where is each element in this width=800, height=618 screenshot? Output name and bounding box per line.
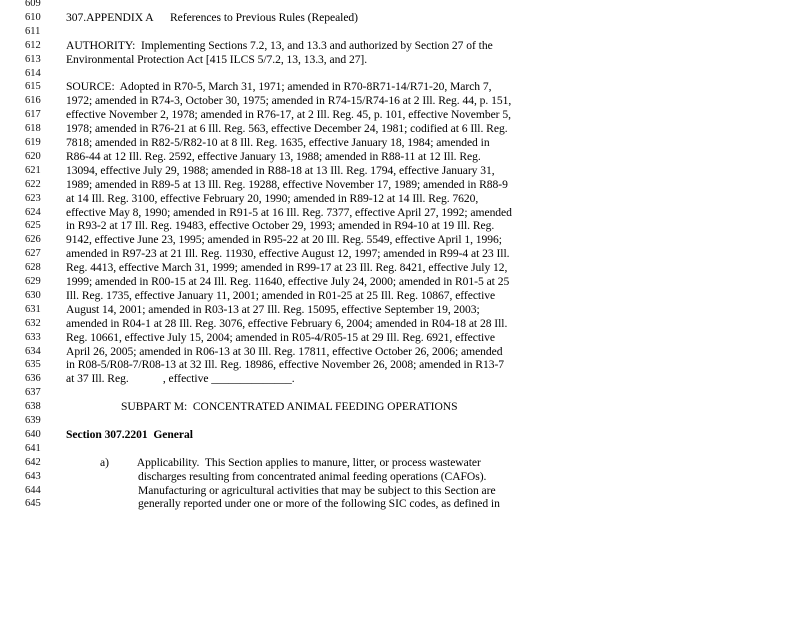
line-number: 642: [25, 456, 41, 468]
line-text: R86-44 at 12 Ill. Reg. 2592, effective January 13, 1988; amended in R88-11 at 12 Ill. Reg.: [66, 149, 481, 163]
line-text: generally reported under one or more of the following SIC codes, as defined in: [138, 497, 500, 511]
line-number: 624: [25, 206, 41, 218]
line-text: a) Applicability. This Section applies to manure, litter, or process wastewater: [100, 455, 481, 469]
line-text: 1972; amended in R74-3, October 30, 1975; amended in R74-15/R74-16 at 2 Ill. Reg. 44, p. 151,: [66, 94, 512, 108]
line-text: Environmental Protection Act [415 ILCS 5/7.2, 13, 13.3, and 27].: [66, 52, 368, 66]
line-text: Ill. Reg. 1735, effective January 11, 2001; amended in R01-25 at 25 Ill. Reg. 10867, effective: [66, 288, 496, 302]
document-line: [0, 317, 800, 331]
document-line: [0, 400, 800, 414]
document-line: [0, 289, 800, 303]
document-line: [0, 53, 800, 67]
document-line: [0, 456, 800, 470]
line-number: 644: [25, 484, 41, 496]
document-line: [0, 192, 800, 206]
line-number: 619: [25, 137, 41, 148]
line-number: 643: [25, 470, 41, 482]
line-text: amended in R04-1 at 28 Ill. Reg. 3076, effective February 6, 2004; amended in R04-18 at 28 Ill.: [66, 316, 508, 330]
line-number: 634: [25, 345, 41, 357]
line-number: 629: [25, 276, 41, 287]
line-number: 645: [25, 498, 41, 510]
document-line: [0, 206, 800, 220]
line-number: 623: [25, 192, 41, 204]
document-line: [0, 80, 800, 94]
document-line: [0, 178, 800, 192]
subpart-heading: SUBPART M: CONCENTRATED ANIMAL FEEDING OPERATIONS: [121, 400, 458, 414]
line-number: 637: [25, 387, 41, 399]
document-line: [0, 136, 800, 150]
line-number: 612: [25, 39, 41, 51]
line-number: 615: [25, 81, 41, 93]
document-line: [0, 261, 800, 275]
line-number: 620: [25, 150, 41, 162]
line-number: 621: [25, 164, 41, 176]
line-text: 307.APPENDIX A References to Previous Rules (Repealed): [66, 10, 358, 24]
document-line: [0, 386, 800, 400]
line-number: 639: [25, 415, 41, 426]
document-line: [0, 345, 800, 359]
line-number: 609: [25, 0, 41, 9]
line-text: April 26, 2005; amended in R06-13 at 30 Ill. Reg. 17811, effective October 26, 2006; amended: [66, 344, 503, 358]
line-text: 13094, effective July 29, 1988; amended in R88-18 at 13 Ill. Reg. 1794, effective January 31,: [66, 163, 495, 177]
line-number: 638: [25, 401, 41, 413]
document-line: [0, 414, 800, 428]
document-line: [0, 11, 800, 25]
line-number: 633: [25, 331, 41, 343]
document-line: [0, 94, 800, 108]
line-number: 636: [25, 373, 41, 385]
document-line: [0, 108, 800, 122]
line-text: at 37 Ill. Reg. , effective ______________.: [66, 372, 295, 386]
line-text: Manufacturing or agricultural activities that may be subject to this Section are: [138, 483, 496, 497]
line-number: 628: [25, 262, 41, 274]
document-line: [0, 25, 800, 39]
line-text: effective May 8, 1990; amended in R91-5 at 16 Ill. Reg. 7377, effective April 27, 1992; amended: [66, 205, 512, 219]
document-line: [0, 39, 800, 53]
line-number: 617: [25, 109, 41, 121]
document-line: [0, 331, 800, 345]
line-number: 640: [25, 428, 41, 440]
document-line: [0, 428, 800, 442]
line-number: 611: [25, 25, 41, 37]
document-line: [0, 497, 800, 511]
line-number: 627: [25, 248, 41, 260]
line-text: effective November 2, 1978; amended in R76-17, at 2 Ill. Reg. 45, p. 101, effective November 5,: [66, 108, 511, 122]
document-line: [0, 358, 800, 372]
document-line: [0, 67, 800, 81]
line-number: 630: [25, 289, 41, 301]
line-text: 1999; amended in R00-15 at 24 Ill. Reg. 11640, effective July 24, 2000; amended in R01-5 at 25: [66, 275, 510, 288]
line-text: Reg. 4413, effective March 31, 1999; amended in R99-17 at 23 Ill. Reg. 8421, effective July 12,: [66, 261, 508, 275]
document-line: [0, 233, 800, 247]
line-number: 641: [25, 442, 41, 454]
document-line: [0, 122, 800, 136]
document-line: [0, 219, 800, 233]
document-line: [0, 275, 800, 289]
line-text: at 14 Ill. Reg. 3100, effective February 20, 1990; amended in R89-12 at 14 Ill. Reg. 7620,: [66, 191, 479, 205]
section-heading: Section 307.2201 General: [66, 427, 193, 441]
line-text: 9142, effective June 23, 1995; amended in R95-22 at 20 Ill. Reg. 5549, effective April 1, 1996;: [66, 233, 502, 247]
line-text: 7818; amended in R82-5/R82-10 at 8 Ill. Reg. 1635, effective January 18, 1984; amended in: [66, 136, 490, 149]
document-line: [0, 484, 800, 498]
line-text: in R93-2 at 17 Ill. Reg. 19483, effective October 29, 1993; amended in R94-10 at 19 Ill. Reg.: [66, 219, 495, 233]
line-text: August 14, 2001; amended in R03-13 at 27 Ill. Reg. 15095, effective September 19, 2003;: [66, 302, 480, 316]
line-text: 1989; amended in R89-5 at 13 Ill. Reg. 19288, effective November 17, 1989; amended in R88-9: [66, 177, 508, 191]
line-number: 614: [25, 67, 41, 79]
document-line: [0, 150, 800, 164]
line-text: discharges resulting from concentrated animal feeding operations (CAFOs).: [138, 469, 487, 483]
line-text: Reg. 10661, effective July 15, 2004; amended in R05-4/R05-15 at 29 Ill. Reg. 6921, effective: [66, 330, 496, 344]
line-number: 622: [25, 178, 41, 190]
line-number: 616: [25, 95, 41, 107]
document-line: [0, 470, 800, 484]
line-text: amended in R97-23 at 21 Ill. Reg. 11930, effective August 12, 1997; amended in R99-4 at 23 Ill.: [66, 247, 510, 261]
line-number: 613: [25, 53, 41, 65]
line-number: 635: [25, 359, 41, 371]
line-number: 625: [25, 220, 41, 232]
line-number: 610: [25, 11, 41, 23]
document-line: [0, 442, 800, 456]
line-number: 632: [25, 317, 41, 329]
line-number: 626: [25, 234, 41, 246]
document-line: [0, 0, 800, 11]
document-line: [0, 303, 800, 317]
line-text: in R08-5/R08-7/R08-13 at 32 Ill. Reg. 18986, effective November 26, 2008; amended in R13-7: [66, 358, 505, 372]
document-line: [0, 372, 800, 386]
line-number: 618: [25, 123, 41, 135]
line-text: AUTHORITY: Implementing Sections 7.2, 13, and 13.3 and authorized by Section 27 of the: [66, 38, 493, 52]
document-line: [0, 247, 800, 261]
line-number: 631: [25, 303, 41, 315]
line-text: 1978; amended in R76-21 at 6 Ill. Reg. 563, effective December 24, 1981; codified at 6 Ill. Reg.: [66, 122, 508, 136]
line-text: SOURCE: Adopted in R70-5, March 31, 1971; amended in R70-8R71-14/R71-20, March 7,: [66, 80, 492, 94]
document-line: [0, 164, 800, 178]
